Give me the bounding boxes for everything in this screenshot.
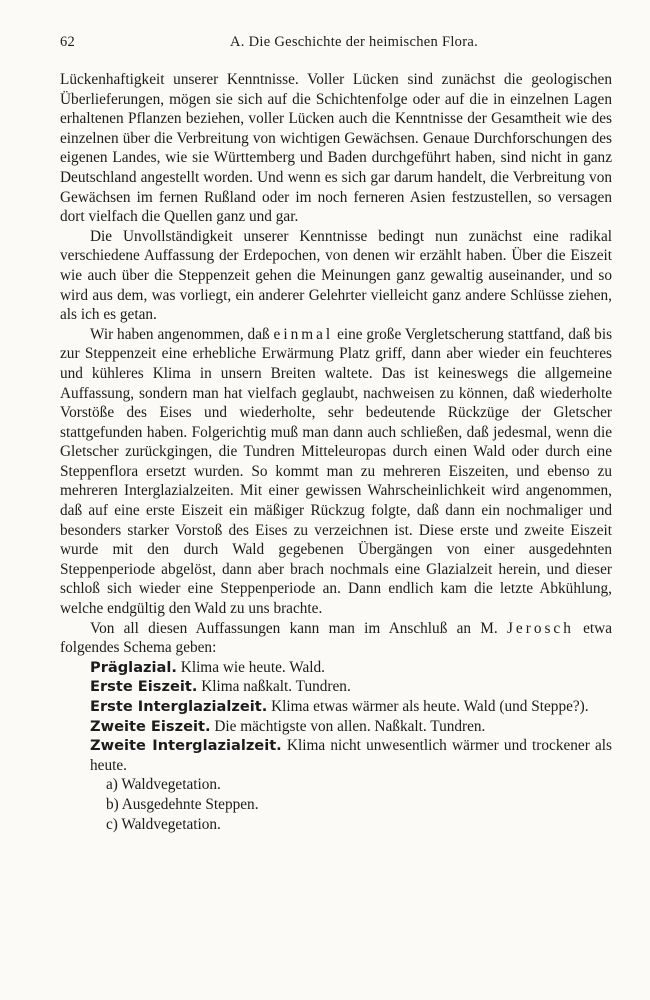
schema-term: Erste Eiszeit. bbox=[90, 678, 198, 696]
schema-text: Klima naßkalt. Tundren. bbox=[201, 678, 351, 696]
p3-after: eine große Vergletscherung stattfand, daß bis zur Steppenzeit eine erhebliche Erwärmung Platz griff, dann aber wieder ein feuchteres und kühleres Klima in unsern Breiten waltete. Das ist keineswegs die allgemeine Auffassung, sondern man hat vielfach geglaubt, nachweisen zu können, daß wiederholte Vorstöße des Eises und wiederholte, sehr bedeutende Rückzüge der Gletscher stattgefunden haben. Folgerichtig muß man dann auch schließen, daß jedesmal, wenn die Gletscher zurückgingen, die Tundren Mitteleuropas durch einen Wald oder durch eine Steppenflora ersetzt wurden. So kommt man zu mehreren Eiszeiten, und ebenso zu mehreren Interglazialzeiten. Mit einer gewissen Wahrscheinlichkeit wird angenommen, daß auf eine erste Eiszeit ein mäßiger Rückzug folgte, daß dann ein nochmaliger und besonders starker Vorstoß des Eises zu verzeichnen ist. Diese erste und zweite Eiszeit wurde mit den durch Wald gegebenen Übergängen von einer ausgedehnten Steppenperiode abgelöst, dann aber brach nochmals eine Glazialzeit herein, und dieser schloß sich wieder eine Steppenperiode an. Dann endlich kam die letzte Abkühlung, welche endgültig den Wald zu uns brachte. bbox=[60, 325, 613, 618]
schema-entry-erste-eiszeit bbox=[60, 677, 612, 697]
p4-after: etwa folgendes Schema geben: bbox=[60, 619, 613, 657]
period-schema bbox=[60, 658, 612, 834]
page-header bbox=[60, 34, 608, 56]
paragraph-3 bbox=[60, 325, 612, 619]
paragraph-2: Die Unvollständigkeit unserer Kenntnisse bedingt nun zunächst eine radikal verschiedene Auffassung der Erdepochen, von denen wir erzählt haben. Über die Eiszeit wie auch über die Steppenzeit gehen die Meinungen ganz gewaltig auseinander, und so wird aus dem, was vorliegt, ein anderer Gelehrter vielleicht ganz andere Schlüsse ziehen, als ich es getan. bbox=[60, 227, 612, 324]
schema-entry-praeglazial bbox=[60, 658, 612, 678]
p4-before: Von all diesen Auffassungen kann man im Anschluß an M. bbox=[90, 619, 498, 637]
schema-subitem-c: c) Waldvegetation. bbox=[106, 815, 221, 833]
paragraph-1: Lückenhaftigkeit unserer Kenntnisse. Voller Lücken sind zunächst die geologischen Überlieferungen, mögen sie sich auf die Schichtenfolge oder auf die in einzelnen Lagen erhaltenen Pflanzen beziehen, voller Lücken auch die Kenntnisse der Gesamtheit wie des einzelnen über die Verbreitung von wichtigen Gewächsen. Genaue Durchforschungen des eigenen Landes, wie sie Württemberg und Baden durchgeführt haben, sind nicht in ganz Deutschland angestellt worden. Und wenn es sich gar darum handelt, die Verbreitung von Gewächsen im fernen Rußland oder im noch ferneren Asien festzustellen, so versagen dort vielfach die Quellen ganz und gar. bbox=[60, 71, 612, 226]
schema-entry-zweite-interglazialzeit bbox=[60, 736, 612, 775]
schema-entry-erste-interglazialzeit bbox=[60, 697, 612, 717]
schema-term: Präglazial. bbox=[90, 658, 177, 676]
schema-text: Klima nicht unwesentlich wärmer und trockener als heute. bbox=[90, 737, 612, 774]
schema-text: Klima etwas wärmer als heute. Wald (und Steppe?). bbox=[271, 698, 589, 715]
schema-text: Klima wie heute. Wald. bbox=[180, 658, 325, 676]
author-name-jerosch: Jerosch bbox=[506, 619, 574, 637]
schema-entry-zweite-eiszeit bbox=[60, 717, 612, 737]
paragraph-4 bbox=[60, 619, 612, 658]
schema-subitem-a: a) Waldvegetation. bbox=[106, 776, 221, 794]
schema-term: Zweite Interglazialzeit. bbox=[90, 737, 282, 755]
running-title: A. Die Geschichte der heimischen Flora. bbox=[229, 34, 479, 50]
schema-term: Zweite Eiszeit. bbox=[90, 717, 211, 735]
schema-term: Erste Interglazialzeit. bbox=[90, 698, 268, 715]
schema-text: Die mächtigste von allen. Naßkalt. Tundren. bbox=[214, 717, 486, 735]
page-number: 62 bbox=[60, 34, 76, 50]
p3-before: Wir haben angenommen, daß bbox=[90, 325, 270, 343]
schema-subitem-b: b) Ausgedehnte Steppen. bbox=[106, 795, 259, 813]
body-text bbox=[60, 70, 612, 834]
emphasis-einmal: einmal bbox=[273, 325, 334, 343]
